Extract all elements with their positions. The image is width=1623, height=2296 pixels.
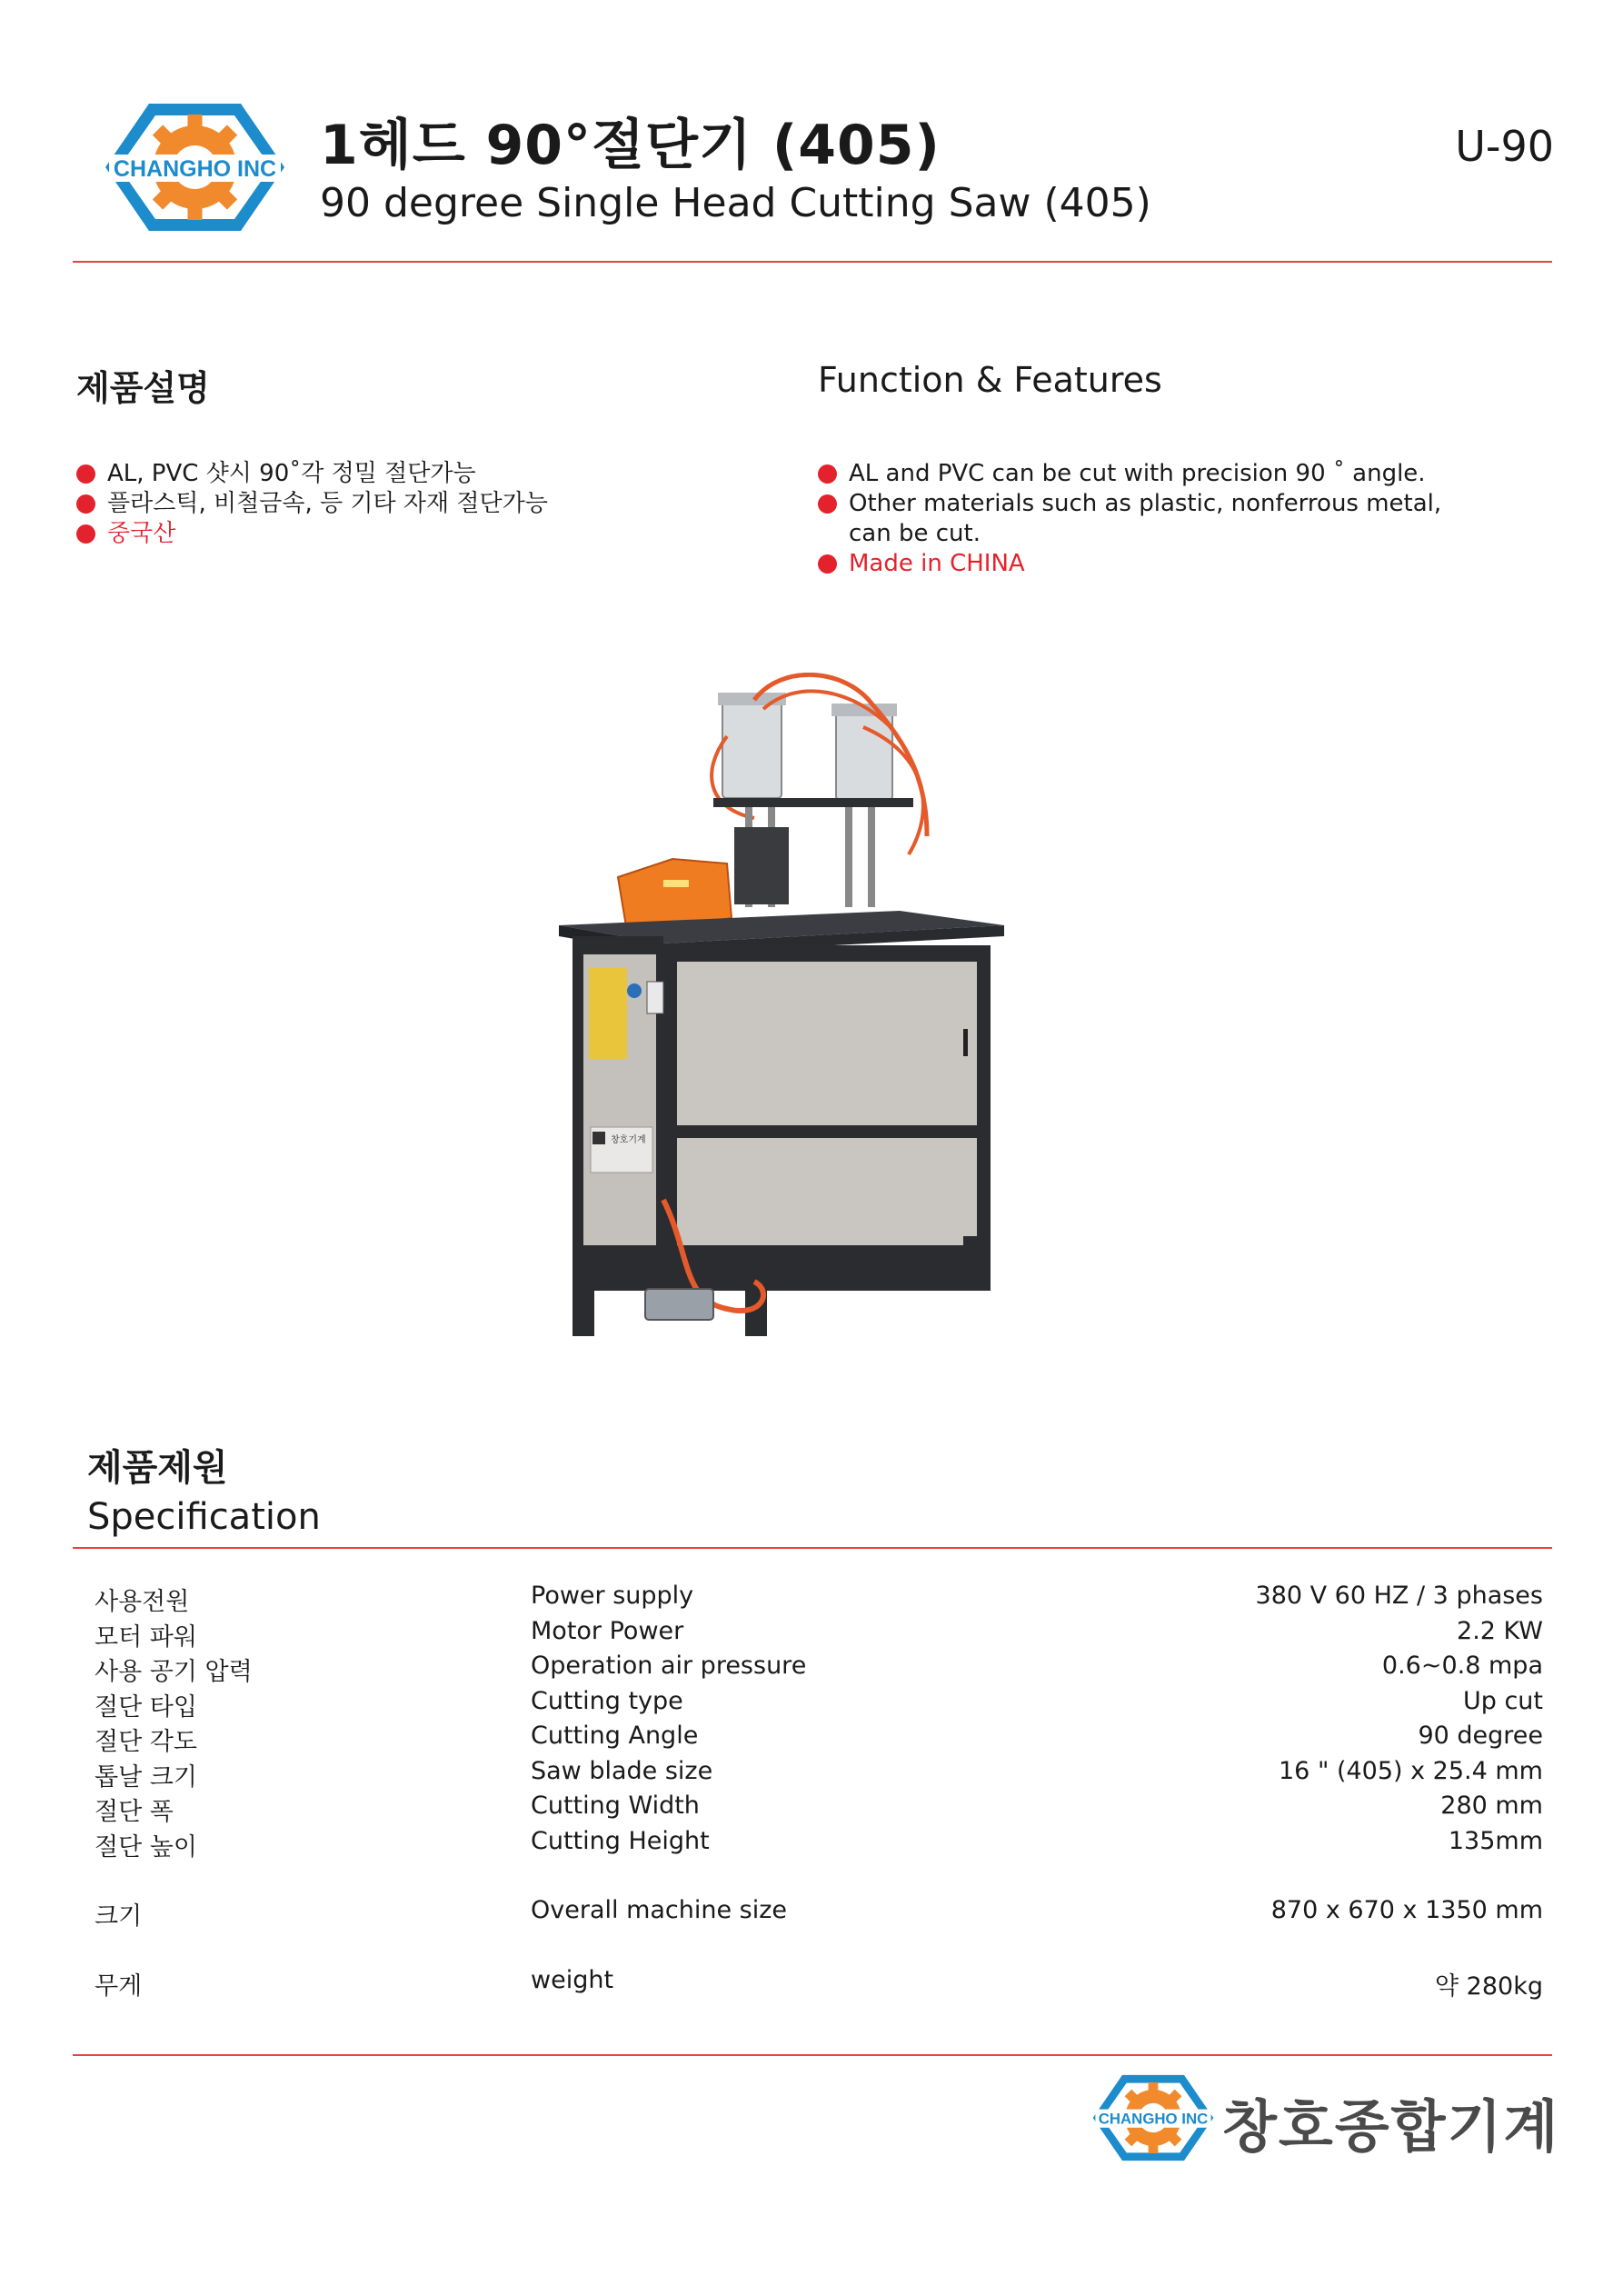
spec-value: 16 " (405) x 25.4 mm <box>1279 1756 1543 1785</box>
spec-label-korean: 절단 각도 <box>95 1728 197 1756</box>
spec-value: 90 degree <box>1418 1722 1543 1750</box>
table-row <box>95 1617 1543 1652</box>
bullet-dot-icon <box>76 524 95 544</box>
list-item: Other materials such as plastic, nonferrous metal, <box>818 489 1441 519</box>
table-row <box>95 1896 1543 1932</box>
spec-label-korean: 절단 폭 <box>95 1798 174 1826</box>
spec-value: 0.6~0.8 mpa <box>1381 1652 1543 1680</box>
features-list <box>818 459 1441 579</box>
machine-photo <box>545 673 1054 1345</box>
spec-heading-english: Specification <box>87 1496 321 1538</box>
table-row <box>95 1582 1543 1617</box>
spec-value: 280 mm <box>1440 1792 1543 1820</box>
logo-text: CHANGHO INC <box>113 156 277 182</box>
spec-label-korean: 톱날 크기 <box>95 1762 197 1792</box>
spec-table <box>95 1582 1543 2001</box>
table-row <box>95 1966 1543 2002</box>
spec-label-english: Overall machine size <box>531 1896 788 1924</box>
spec-label-english: weight <box>531 1965 614 1994</box>
table-row <box>95 1652 1543 1687</box>
spec-divider <box>73 1547 1552 1549</box>
machine-label: 창호기계 <box>611 1135 646 1145</box>
spec-value: 2.2 KW <box>1457 1616 1543 1645</box>
table-row <box>95 1722 1543 1757</box>
footer-divider <box>73 2054 1552 2056</box>
description-list <box>76 459 548 549</box>
spec-label-korean: 사용 공기 압력 <box>95 1658 253 1686</box>
table-row <box>95 1757 1543 1792</box>
spec-label-korean: 크기 <box>95 1902 143 1931</box>
spec-value: Up cut <box>1462 1686 1543 1715</box>
spec-label-korean: 사용전원 <box>95 1588 190 1616</box>
spec-label-english: Cutting Height <box>531 1826 710 1855</box>
spec-label-korean: 무게 <box>95 1972 143 2001</box>
page-title-korean: 1헤드 90°절단기 (405) <box>320 114 941 177</box>
spec-label-english: Saw blade size <box>531 1756 713 1785</box>
spec-label-english: Cutting Width <box>531 1792 700 1820</box>
spec-label-english: Cutting type <box>531 1686 683 1715</box>
changho-logo <box>102 100 288 235</box>
features-heading: Function & Features <box>818 360 1162 400</box>
footer-brand-name: 창호종합기계 <box>1222 2093 1560 2160</box>
spec-heading <box>87 1443 321 1542</box>
list-item: 플라스틱, 비철금속, 등 기타 자재 절단가능 <box>76 489 548 519</box>
spec-label-korean: 절단 타입 <box>95 1692 197 1722</box>
bullet-dot-icon <box>818 554 837 574</box>
model-number: U-90 <box>1455 122 1554 171</box>
page-title-english: 90 degree Single Head Cutting Saw (405) <box>320 180 1151 226</box>
spec-label-korean: 모터 파워 <box>95 1622 197 1652</box>
spec-label-english: Cutting Angle <box>531 1722 699 1750</box>
footer-logo <box>1090 2072 1216 2163</box>
list-item: Made in CHINA <box>818 549 1441 579</box>
spec-label-korean: 절단 높이 <box>95 1832 197 1862</box>
list-item: AL, PVC 샷시 90˚각 정밀 절단가능 <box>76 459 548 489</box>
description-heading: 제품설명 <box>76 368 210 408</box>
spec-value: 380 V 60 HZ / 3 phases <box>1255 1582 1543 1610</box>
spec-value: 870 x 670 x 1350 mm <box>1270 1896 1543 1924</box>
bullet-dot-icon <box>76 494 95 514</box>
footer-logo-text: CHANGHO INC <box>1098 2110 1209 2128</box>
table-row <box>95 1792 1543 1827</box>
bullet-dot-icon <box>818 464 837 484</box>
table-row <box>95 1687 1543 1722</box>
spec-label-english: Power supply <box>531 1582 694 1610</box>
spec-heading-korean: 제품제원 <box>87 1447 228 1489</box>
spec-label-english: Operation air pressure <box>531 1652 807 1680</box>
bullet-dot-icon <box>76 464 95 484</box>
spec-label-english: Motor Power <box>531 1616 684 1645</box>
list-item: 중국산 <box>76 519 548 549</box>
spec-value: 약 280kg <box>1435 1972 1543 2001</box>
table-row <box>95 1827 1543 1862</box>
header-divider <box>73 261 1552 263</box>
spec-value: 135mm <box>1448 1826 1543 1855</box>
list-item-continuation: can be cut. <box>849 520 981 547</box>
list-item: AL and PVC can be cut with precision 90 ˚ angle. <box>818 459 1441 489</box>
bullet-dot-icon <box>818 494 837 514</box>
